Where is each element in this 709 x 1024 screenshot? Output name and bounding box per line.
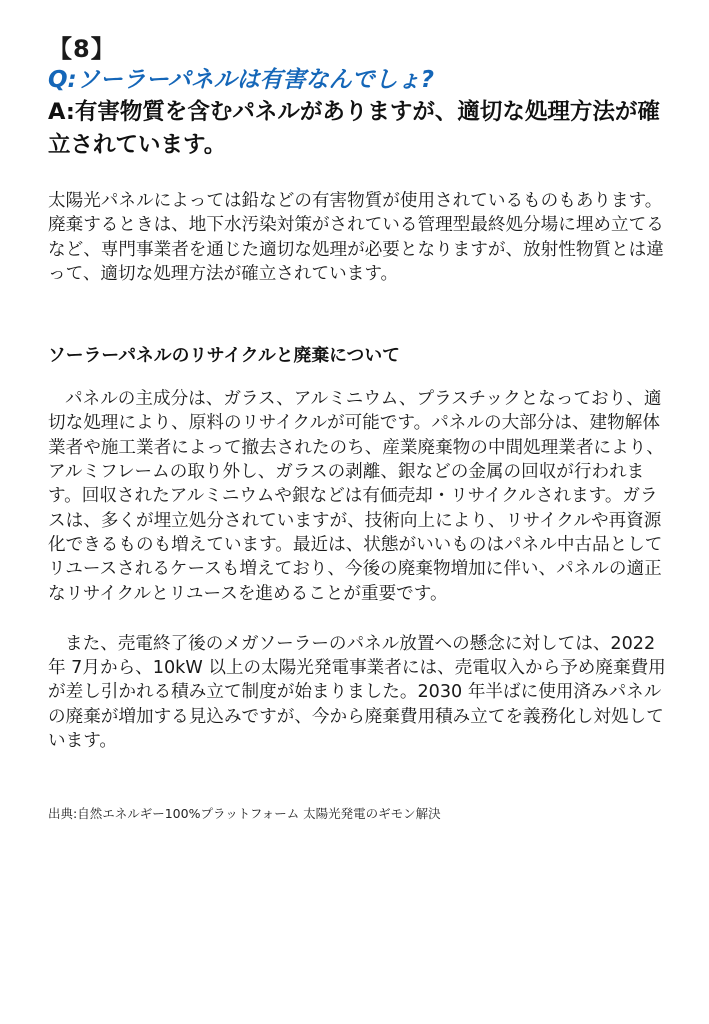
section-paragraph-2 (48, 632, 668, 753)
section-paragraph-1-text: パネルの主成分は、ガラス、アルミニウム、プラスチックとなっており、適切な処理により、原料のリサイクルが可能です。パネルの大部分は、建物解体業者や施工業者によって撤去されたのち、産業廃棄物の中間処理業者により、アルミフレームの取り外し、ガラスの剥離、銀などの金属の回収が行われます。回収されたアルミニウムや銀などは有価売却・リサイクルされます。ガラスは、多くが埋立処分されていますが、技術向上により、リサイクルや再資源化できるものも増えています。最近は、状態がいいものはパネル中古品としてリユースされるケースも増えており、今後の廃棄物増加に伴い、パネルの適正なリサイクルとリユースを進めることが重要です。 (48, 389, 664, 604)
intro-paragraph: 太陽光パネルによっては鉛などの有害物質が使用されているものもあります。廃棄するときは、地下水汚染対策がされている管理型最終処分場に埋め立てるなど、専門事業者を通じた適切な処理が必要となりますが、放射性物質とは違って、適切な処理方法が確立されています。 (48, 191, 664, 284)
item-number: 【8】 (48, 35, 116, 63)
source-citation: 出典:自然エネルギー100%プラットフォーム 太陽光発電のギモン解決 (48, 806, 441, 822)
section-paragraph-1 (48, 387, 668, 606)
document-page (48, 34, 668, 823)
answer-heading: A:有害物質を含むパネルがありますが、適切な処理方法が確立されています。 (48, 99, 660, 158)
question-heading: Q:ソーラーパネルは有害なんでしょ? (48, 67, 434, 93)
section-title: ソーラーパネルのリサイクルと廃棄について (48, 345, 400, 367)
section-paragraph-2-text: また、売電終了後のメガソーラーのパネル放置への懸念に対しては、2022 年 7月から、10kW 以上の太陽光発電事業者には、売電収入から予め廃棄費用が差し引かれる積み立て制度が始まりました。2030 年半ばに使用済みパネルの廃棄が増加する見込みですが、今から廃棄費用積み立てを義務化し対処しています。 (48, 633, 666, 752)
